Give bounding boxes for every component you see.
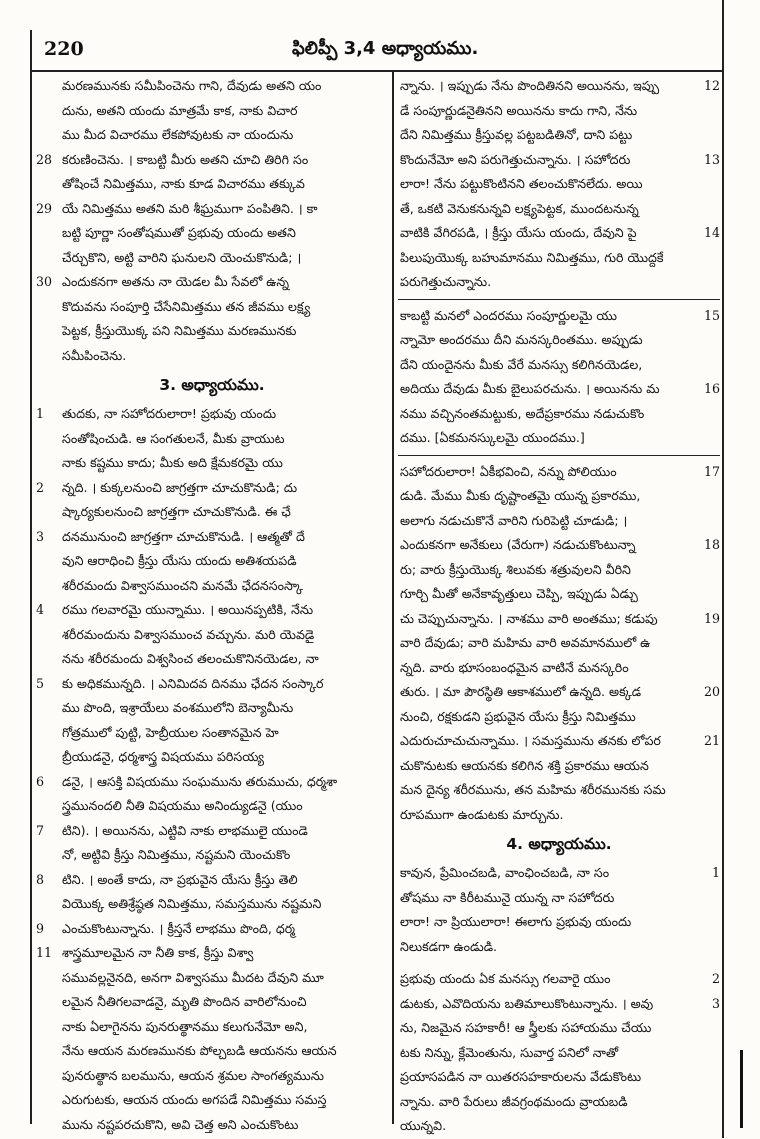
verse-text: న్నామో అందరము దీని మనస్కరింతము. అప్పుడు (400, 332, 643, 347)
verse-number: 15 (703, 307, 720, 323)
verse-line (36, 696, 388, 721)
right-column (398, 74, 720, 1133)
verse-text: ను, నిజమైన సహకారీ! ఆ స్త్రీలకు సహాయము చేయు (400, 1020, 652, 1035)
verse-text: లమైన నీతిగలవాడనై, మృతి పొందిన వారిలోనుంచి (62, 994, 307, 1009)
verse-text: సమువల్లనైనది, అనగా విశ్వాసము మీదట దేవుని మూ (62, 969, 324, 985)
verse-text: డుడి. మేము మీకు దృష్టాంతమై యున్న ప్రకారము, (400, 488, 641, 503)
page-header (32, 30, 722, 72)
verse-line (36, 270, 388, 295)
verse-line (36, 1088, 388, 1113)
verse-number: 14 (703, 225, 720, 240)
verse-line (398, 74, 720, 99)
verse-number: 21 (703, 733, 720, 748)
verse-line (398, 377, 720, 402)
verse-line (398, 533, 720, 558)
verse-line (36, 99, 388, 124)
verse-line (398, 861, 720, 886)
verse-line (398, 172, 720, 197)
right-lines-top (398, 74, 720, 295)
verse-text: రూపముగా ఉండుటకు మార్చును. (400, 806, 564, 822)
verse-text: దును, అతని యందు మాత్రమే కాక, నాకు విచార (62, 102, 298, 118)
verse-text: న్నది. । కుక్కలనుంచి జాగ్రత్తగా చూచుకొనుడి; దు (62, 479, 298, 495)
verse-line (36, 623, 388, 648)
verse-line (36, 402, 388, 427)
verse-line (36, 1015, 388, 1040)
verse-number: 2 (711, 971, 720, 986)
verse-text: వియొక్క అతిశ్రేష్ఠత నిమిత్తము, సమస్తమును నష్టమని (62, 896, 322, 911)
chapter-3-heading: 3. అధ్యాయము. (159, 376, 265, 394)
paragraph-gap (398, 959, 720, 967)
verse-line (36, 990, 388, 1015)
verse-line (398, 754, 720, 779)
verse-line (36, 843, 388, 868)
verse-text: బ్రీయుడనై, ధర్మశాస్త్ర విషయము పరిసయ్య (62, 749, 265, 764)
verse-text: శరీరమందును విశ్వాసముంచ వచ్చును. మరి యెవడై (62, 626, 315, 642)
verse-line (36, 344, 388, 369)
verse-text: డే సంపూర్ణుడనైతినని అయినను కాదు గాని, నేను (400, 102, 638, 118)
verse-text: ము మీద విచారము లేకపోవుటకు నా యందును (62, 127, 294, 142)
verse-text: ఎరుగుటకు, ఆయన యందు అగపడే నిమిత్తము సమస్త (62, 1092, 327, 1107)
left-lines-bottom (36, 402, 388, 1137)
verse-line (36, 721, 388, 746)
verse-text: నాకు కష్టము కాదు; మీకు అది క్షేమకరమై యు (62, 455, 283, 470)
verse-line (398, 509, 720, 534)
verse-text: సంతోషించుడి. ఆ సంగతులనే, మీకు వ్రాయుట (62, 430, 285, 446)
verse-text: లారా! నేను పట్టుకొంటినని తలంచుకొనలేదు. అయి (400, 176, 643, 191)
verse-line (398, 270, 720, 295)
verse-text: తే, ఒకటి వెనుకనున్నవి లక్ష్యపెట్టక, ముందటనున్న (400, 200, 639, 216)
verse-number: 18 (703, 537, 720, 552)
verse-number: 7 (36, 822, 45, 838)
verse-text: నాకు ఏలాగైనను పునరుత్థానము కలుగునేమో అని, (62, 1018, 308, 1034)
running-title: ఫిలిప్పీ 3,4 అధ్యాయము. (292, 38, 479, 59)
verse-line (398, 328, 720, 353)
verse-text: నేను ఆయన మరణమునకు పోల్చబడి ఆయనను ఆయన (62, 1043, 337, 1058)
verse-text: గోత్రములో పుట్టి, హెబ్రీయుల సంతానమైన హె (62, 724, 279, 740)
margin-mark (740, 1050, 743, 1128)
verse-line (36, 451, 388, 476)
verse-line (36, 770, 388, 795)
verse-line (36, 148, 388, 173)
verse-text: పరుగెత్తుచున్నాను. (400, 274, 492, 289)
verse-line (36, 868, 388, 893)
verse-line (36, 598, 388, 623)
verse-number: 16 (703, 381, 720, 396)
right-lines-ch4b (398, 967, 720, 1139)
verse-line (398, 1090, 720, 1115)
verse-number: 12 (703, 78, 720, 93)
verse-line (36, 966, 388, 991)
section-rule (398, 299, 720, 300)
verse-number: 17 (703, 463, 720, 479)
verse-text: వుని ఆరాధించి క్రీస్తు యేసు యందు అతిశయపడి (62, 553, 297, 568)
verse-line (398, 558, 720, 583)
verse-text: మరణమునకు సమీపించెను గాని, దేవుడు అతని యం (62, 78, 322, 93)
verse-text: నో, అట్టివి క్రీస్తు నిమిత్తము, నష్టమని యెంచుకొం (62, 847, 291, 862)
verse-number: 8 (36, 871, 45, 887)
verse-line (398, 402, 720, 427)
verse-line (398, 426, 720, 451)
verse-text: న్నాను. । ఇప్పుడు నేను పొందితినని అయినను, ఇప్పు (400, 78, 660, 93)
verse-line (398, 680, 720, 705)
verse-line (36, 172, 388, 197)
verse-number: 30 (36, 274, 53, 289)
verse-text: కరుణించెను. । కాబట్టి మీరు అతని చూచి తిరిగి సం (62, 151, 309, 167)
verse-line (398, 729, 720, 754)
verse-line (36, 647, 388, 672)
verse-text: స్త్రమునందలి నీతి విషయము అనింద్యుడనై (యుం (62, 798, 303, 813)
verse-line (398, 886, 720, 911)
verse-text: డుటకు, ఎవొదియను బతిమాలుకొంటున్నాను. । అవు (400, 995, 654, 1011)
verse-line (398, 656, 720, 681)
verse-text: మును నష్టపరచుకొని, అవి చెత్త అని ఎంచుకొంటు (62, 1116, 299, 1132)
section-rule (398, 455, 720, 456)
verse-text: టకు నిన్ను, క్లేమెంతును, సువార్త పనిలో నాతో (400, 1044, 619, 1060)
verse-text: సమీపించెను. (62, 347, 127, 363)
verse-line (398, 582, 720, 607)
right-lines-ch4a (398, 861, 720, 959)
verse-line (36, 427, 388, 452)
verse-line (36, 295, 388, 320)
verse-line (36, 221, 388, 246)
verse-text: సహోదరులారా! ఏకీభవించి, నన్ను పోలియుం (400, 463, 617, 479)
verse-text: ప్రయాసపడిన నా యితరసహకారులను వేడుకొంటు (400, 1069, 642, 1084)
verse-line (36, 549, 388, 574)
verse-line (36, 246, 388, 271)
verse-text: కు అధికమున్నది. । ఎనిమిదవ దినము ఛేదన సంస్కార (62, 675, 324, 691)
verse-text: ష్కార్యకులనుంచి జాగ్రత్తగా చూచుకొనుడి. ఈ ఛే (62, 504, 291, 519)
verse-number: 29 (36, 200, 53, 216)
verse-line (36, 525, 388, 550)
verse-text: ప్రభువు యందు ఏక మనస్సు గలవారై యుం (400, 971, 611, 986)
verse-number: 11 (36, 945, 53, 960)
verse-text: అలాగు నడుచుకొనే వారిని గురిపెట్టి చూడుడి; । (400, 512, 628, 528)
verse-number: 20 (703, 684, 720, 699)
verse-text: అదియు దేవుడు మీకు బైలుపరచును. । అయినను మ (400, 381, 660, 396)
verse-text: నుంచి, రక్షకుడని ప్రభువైన యేసు క్రీస్తు నిమిత్తము (400, 708, 636, 724)
page-number: 220 (44, 38, 84, 60)
verse-text: డనై, । ఆసక్తి విషయము సంఘమును తరుముచు, ధర్మశా (62, 773, 338, 789)
verse-line (36, 1064, 388, 1089)
verse-text: కాబట్టి మనలో ఎందరము సంపూర్ణులమై యు (400, 307, 617, 323)
verse-text: ఎందుకనగా అతను నా యెడల మీ సేవలో ఉన్న (62, 274, 289, 289)
verse-line (398, 197, 720, 222)
verse-line (398, 99, 720, 124)
verse-text: వాటికి వేగిరపడి, । క్రీస్తు యేసు యందు, దేవుని పై (400, 225, 637, 240)
verse-text: గూర్చి మీతో అనేకావృత్తులు చెప్పి, ఇప్పుడు ఏడ్చు (400, 586, 638, 601)
verse-line (36, 672, 388, 697)
verse-line (36, 123, 388, 148)
verse-text: బట్టి పూర్ణా సంతోషముతో ప్రభువు యందు అతని (62, 225, 296, 240)
verse-number: 9 (36, 920, 45, 936)
verse-number: 1 (711, 865, 720, 880)
verse-text: నను శరీరమందు విశ్వసించ తలంచుకొనినయెడల, నా (62, 651, 319, 666)
verse-number: 4 (36, 602, 45, 617)
verse-line (398, 607, 720, 632)
verse-line (36, 1039, 388, 1064)
verse-text: కొందునేమో అని పరుగెత్తుచున్నాను. । సహోదరు (400, 151, 631, 167)
verse-text: కావున, ప్రేమించబడి, వాంఛించబడి, నా సం (400, 865, 610, 880)
verse-line (36, 892, 388, 917)
verse-text: తోషించే నిమిత్తము, నాకు కూడ విచారము తక్కువ (62, 176, 305, 191)
left-column (36, 74, 388, 1132)
verse-text: న్నాను. వారి పేరులు జీవగ్రంథమందు వ్రాయబడి (400, 1093, 628, 1109)
verse-line (398, 484, 720, 509)
chapter-4-heading: 4. అధ్యాయము. (506, 835, 612, 853)
verse-text: ఎదురుచూచుచున్నాము. । సమస్తమును తనకు లోపర (400, 733, 661, 748)
verse-text: పునరుత్థాన బలమును, ఆయన శ్రమల సాంగత్యమును (62, 1067, 324, 1083)
verse-text: ఎందుకనగా అనేకులు (వేరుగా) నడుచుకొంటున్నా (400, 537, 636, 552)
verse-text: ఎంచుకొంటున్నాను. । క్రీస్తనే లాభము పొంది, ధర్మ (62, 920, 296, 936)
verse-line (398, 353, 720, 378)
right-lines-mid (398, 304, 720, 451)
verse-line (398, 631, 720, 656)
column-divider (392, 70, 394, 1124)
verse-line (398, 1016, 720, 1041)
verse-text: వారి దేవుడు; వారి మహిమ వారి అవమానములో ఉ (400, 635, 651, 650)
verse-text: ము పొంది, ఇశ్రాయేలు వంశములోని బెన్యామీను (62, 700, 294, 715)
verse-text: మన దైన్య శరీరమును, తన మహిమ శరీరమునకు సమ (400, 782, 666, 797)
verse-text: యున్నవి. (400, 1118, 447, 1133)
verse-line (398, 992, 720, 1017)
scripture-page (30, 30, 722, 1133)
verse-number: 3 (711, 995, 720, 1011)
verse-text: యే నిమిత్తము అతని మరి శీఘ్రముగా పంపితిని. । కా (62, 200, 318, 216)
verse-number: 19 (703, 610, 720, 626)
verse-number: 3 (36, 528, 45, 544)
verse-line (36, 476, 388, 501)
verse-line (36, 500, 388, 525)
verse-line (36, 917, 388, 942)
verse-number: 6 (36, 773, 45, 789)
verse-text: చు చెప్పుచున్నాను. । నాశము వారి అంతము; కడుపు (400, 610, 658, 626)
verse-text: పిలుపుయొక్క బహుమానము నిమిత్తము, గురి యొద్దకే (400, 249, 664, 265)
verse-text: కొదువను సంపూర్తి చేసేనిమిత్తము తన జీవము లక్ష్య (62, 298, 311, 314)
verse-text: శరీరమందు విశ్వాసముంచని మనమే ఛేదనసంస్కా (62, 577, 303, 593)
verse-number: 5 (36, 675, 45, 691)
verse-text: పెట్టక, క్రీస్తుయొక్క పని నిమిత్తము మరణమునకు (62, 323, 297, 338)
verse-line (36, 197, 388, 222)
verse-text: తుదకు, నా సహోదరులారా! ప్రభువు యందు (62, 406, 277, 421)
verse-line (398, 1114, 720, 1139)
verse-text: దము. [ఏకమనస్కులమై యుందము.] (400, 430, 585, 445)
verse-text: లారా! నా ప్రియులారా! ఈలాగు ప్రభువు యందు (400, 914, 632, 929)
verse-text: నిలుకడగా ఉండుడి. (400, 938, 498, 954)
verse-line (398, 304, 720, 329)
left-lines-top (36, 74, 388, 368)
verse-text: తోషము నా కిరీటమునై యున్న నా సహోదరు (400, 889, 615, 905)
verse-text: దేని నిమిత్తము క్రీస్తువల్ల పట్టబడితినో, దాని పట్టు (400, 127, 633, 142)
verse-line (36, 941, 388, 966)
verse-line (398, 148, 720, 173)
verse-text: రు; వారు క్రీస్తుయొక్క శిలువకు శత్రువులని వీరిని (400, 561, 631, 577)
verse-text: టిని). । అయినను, ఎట్టివి నాకు లాభములై యుండె (62, 822, 308, 838)
right-lines-bottom (398, 460, 720, 828)
verse-text: తురు. । మా పౌరస్థితి ఆకాశములో ఉన్నది. అక్కడ (400, 684, 642, 699)
verse-line (36, 794, 388, 819)
verse-line (36, 574, 388, 599)
verse-line (398, 778, 720, 803)
verse-number: 28 (36, 151, 53, 167)
verse-number: 1 (36, 406, 45, 421)
verse-line (398, 910, 720, 935)
verse-line (36, 819, 388, 844)
verse-line (398, 1041, 720, 1066)
verse-line (36, 1113, 388, 1138)
verse-text: రము గలవారమై యున్నాము. । అయినప్పటికి, నేను (62, 602, 314, 617)
verse-line (398, 967, 720, 992)
verse-text: నము వచ్చినంతమట్టుకు, అదేప్రకారము నడుచుకొం (400, 405, 645, 421)
verse-text: టిని. । అంతే కాదు, నా ప్రభువైన యేసు క్రీస్తు తెలి (62, 871, 298, 887)
verse-line (398, 221, 720, 246)
verse-text: చుకొనుటకు ఆయనకు కలిగిన శక్తి ప్రకారము ఆయన (400, 757, 649, 773)
verse-line (398, 935, 720, 960)
verse-line (398, 1065, 720, 1090)
verse-text: న్నది. వారు భూసంబంధమైన వాటినే మనస్కరిం (400, 659, 629, 675)
verse-number: 2 (36, 479, 45, 495)
verse-text: శాస్త్రమూలమైన నా నీతి కాక, క్రీస్తు విశ్వా (62, 945, 254, 960)
verse-line (398, 803, 720, 828)
verse-line (36, 745, 388, 770)
verse-line (36, 319, 388, 344)
verse-text: దేని యందైనను మీకు వేరే మనస్సు కలిగినయెడల, (400, 356, 643, 372)
verse-text: దనమునుంచి జాగ్రత్తగా చూచుకొనుడి. । ఆత్మతో దే (62, 528, 305, 544)
verse-line (36, 74, 388, 99)
verse-line (398, 246, 720, 271)
verse-number: 13 (703, 151, 720, 167)
verse-text: చేర్చుకొని, అట్టి వారిని ఘనులని యెంచుకొనుడి; । (62, 249, 302, 265)
verse-line (398, 460, 720, 485)
page-edge-rule (722, 0, 724, 1138)
verse-line (398, 123, 720, 148)
verse-line (398, 705, 720, 730)
